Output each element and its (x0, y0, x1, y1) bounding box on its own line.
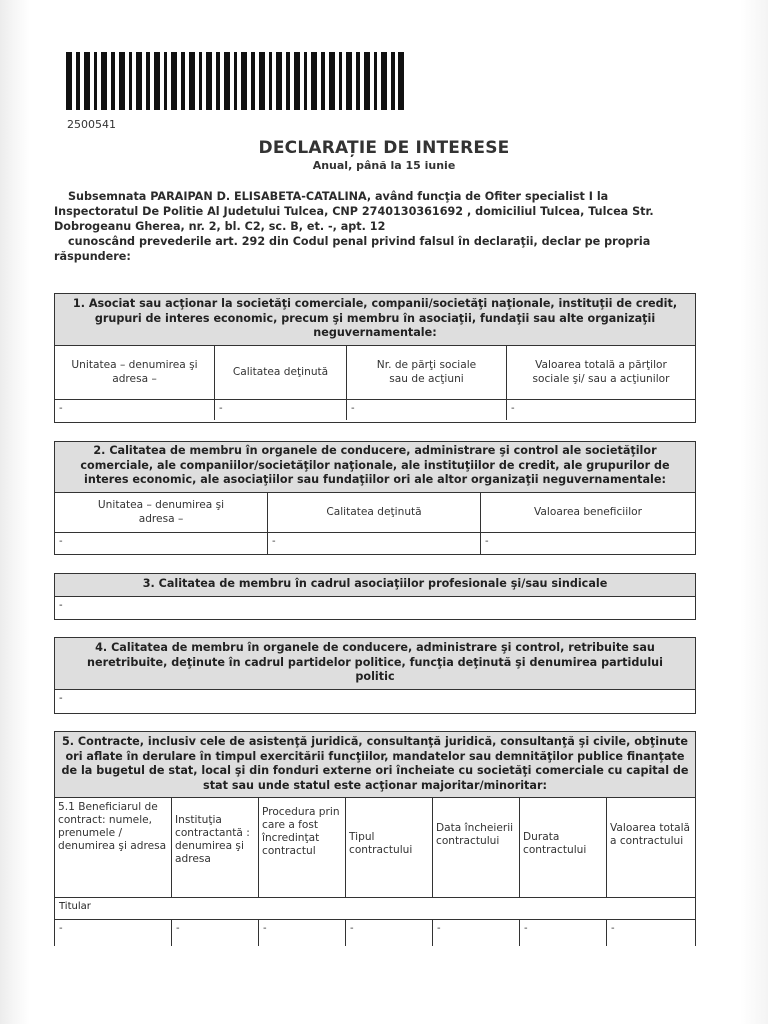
titular-row-label: Titular (55, 898, 695, 920)
table-cell: - (55, 533, 268, 554)
document-subtitle: Anual, până la 15 iunie (312, 159, 456, 172)
table-cell: - (611, 923, 615, 934)
column-header: Valoarea beneficiilor (534, 505, 642, 518)
section-3-title: 3. Calitatea de membru în cadrul asociaţiilor profesionale şi/sau sindicale (55, 574, 695, 597)
section-2-management-roles (54, 441, 696, 555)
table-cell: - (346, 920, 433, 946)
barcode-number: 2500541 (67, 118, 116, 131)
section-1-header-row (55, 346, 695, 400)
section-4-value: - (59, 693, 63, 704)
section-4-title: 4. Calitatea de membru în organele de conducere, administrare şi control, retribuite sau neretribuite, deţinute în cadrul partidelor politice, funcţia deţinută şi denumirea partidului politic (55, 638, 695, 690)
table-cell: - (511, 403, 515, 414)
column-header: Durata contractului (520, 798, 607, 897)
column-header: Procedura prin care a fost încredinţat contractul (259, 798, 346, 897)
table-cell: - (259, 920, 346, 946)
table-cell: - (172, 920, 259, 946)
section-4-political-parties (54, 637, 696, 714)
declarant-identity: Subsemnata PARAIPAN D. ELISABETA-CATALINA, având funcţia de Ofiter specialist I la Inspectoratul De Politie Al Judetului Tulcea, CNP 2740130361692 , domiciliul Tulcea, Tulcea Str. Dobrogeanu Gherea, nr. 2, bl. C2, sc. B, et. -, apt. 12 (54, 190, 654, 233)
column-header: 5.1 Beneficiarul de contract: numele, prenumele / denumirea şi adresa (55, 798, 172, 897)
column-header: Calitatea deţinută (268, 493, 481, 532)
table-cell: - (55, 400, 215, 420)
section-2-title: 2. Calitatea de membru în organele de conducere, administrare şi control ale societăţilor comerciale, ale companiilor/societăţilor naţionale, ale instituţiilor de credit, ale grupurilor de interes economic, ale asociaţiilor sau fundaţiilor ori ale altor organizaţii neguvernamentale: (55, 442, 695, 493)
barcode (66, 52, 404, 110)
table-cell: - (55, 920, 172, 946)
column-header: Valoarea totală a părţilor sociale şi/ sau a acţiunilor (532, 359, 670, 385)
table-row (55, 400, 695, 420)
column-header: Tipul contractului (346, 798, 433, 897)
document-title: DECLARAȚIE DE INTERESE (258, 138, 510, 158)
declarant-statement (54, 189, 664, 264)
section-2-header-row (55, 493, 695, 533)
section-1-shareholdings (54, 293, 696, 423)
column-header: Calitatea deţinută (215, 346, 347, 399)
section-5-contracts (54, 731, 696, 946)
declarant-oath: cunoscând prevederile art. 292 din Codul penal privind falsul în declaraţii, declar pe propria răspundere: (54, 235, 651, 263)
column-header: Data încheierii contractului (433, 798, 520, 897)
column-header: Unitatea – denumirea şi adresa – (55, 346, 215, 399)
table-cell: - (215, 400, 347, 420)
table-cell: - (485, 536, 489, 547)
section-3-professional-associations (54, 573, 696, 620)
table-row (55, 920, 695, 946)
section-3-value: - (59, 600, 63, 611)
column-header: Nr. de părţi sociale sau de acţiuni (347, 346, 507, 399)
table-cell: - (347, 400, 507, 420)
table-cell: - (268, 533, 481, 554)
column-header: Instituţia contractantă : denumirea şi adresa (172, 798, 259, 897)
table-cell: - (433, 920, 520, 946)
section-5-header-row (55, 798, 695, 898)
table-row (55, 533, 695, 554)
column-header: Valoarea totală a contractului (610, 822, 691, 847)
section-1-title: 1. Asociat sau acţionar la societăţi comerciale, companii/societăţi naţionale, instituţii de credit, grupuri de interes economic, precum şi membru în asociaţii, fundaţii sau alte organizaţii neguvernamentale: (55, 294, 695, 346)
section-5-title: 5. Contracte, inclusiv cele de asistenţă juridică, consultanţă juridică, consultanţă şi civile, obţinute ori aflate în derulare în timpul exercitării funcţiilor, mandatelor sau demnităţilor publice finanţate de la bugetul de stat, local şi din fonduri externe ori încheiate cu societăţi comerciale cu capital de stat sau unde statul este acţionar majoritar/minoritar: (55, 732, 695, 798)
column-header: Unitatea – denumirea şi adresa – (55, 493, 268, 532)
table-cell: - (520, 920, 607, 946)
